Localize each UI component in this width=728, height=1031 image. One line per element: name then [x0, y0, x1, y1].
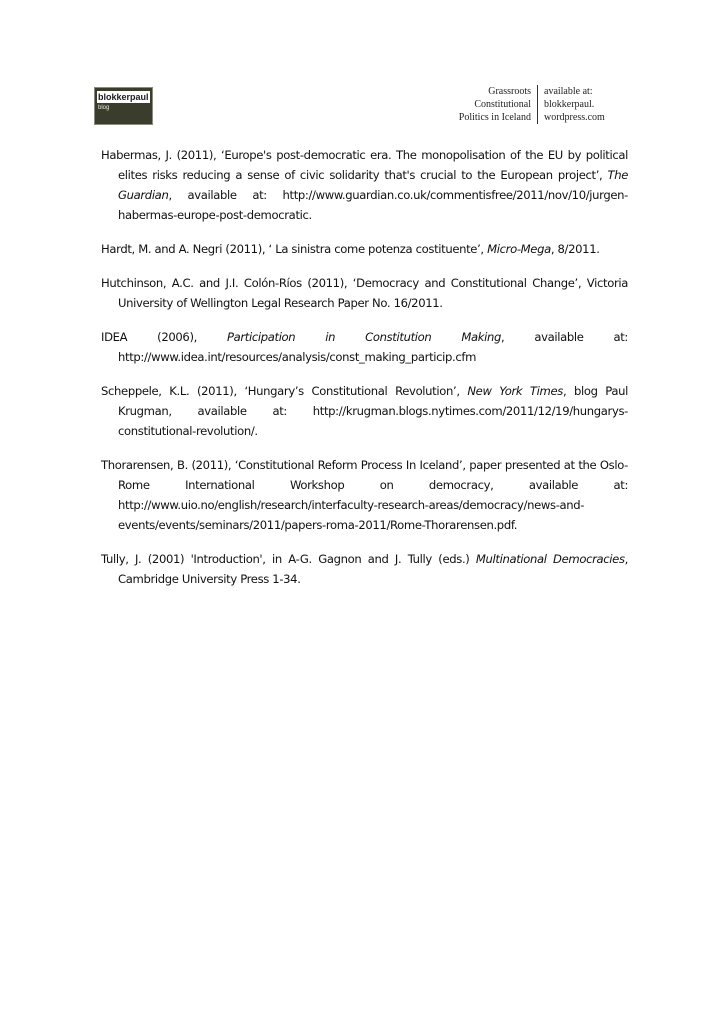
- reference-text: Hardt, M. and A. Negri (2011), ‘ La sinistra come potenza costituente’,: [101, 242, 488, 256]
- reference-italic-title: Micro-Mega: [487, 242, 551, 256]
- reference-italic-title: Participation in Constitution Making: [226, 330, 501, 344]
- header-availability-line: available at:: [544, 86, 593, 97]
- reference-text-after: , blog Paul Krugman, available at: http://krugman.blogs.nytimes.com/2011/12/19/hungarys-constitutional-revolution/.: [118, 384, 628, 438]
- header-availability-line: blokkerpaul.: [544, 99, 595, 110]
- reference-entry: [101, 239, 628, 259]
- logo-subtitle: blog: [98, 105, 110, 111]
- reference-italic-title: The Guardian: [118, 168, 628, 202]
- reference-text-after: , available at: http://www.guardian.co.uk/commentisfree/2011/nov/10/jurgen-habermas-europe-post-democratic.: [118, 188, 628, 222]
- header-title-line: Constitutional: [474, 99, 531, 110]
- reference-entry: [101, 273, 628, 313]
- reference-entry: [101, 381, 628, 441]
- reference-text-after: , 8/2011.: [550, 242, 600, 256]
- blog-logo: [94, 87, 153, 125]
- reference-entry: [101, 327, 628, 367]
- reference-text: Habermas, J. (2011), ‘Europe's post-democratic era. The monopolisation of the EU by political elites risks reducing a sense of civic solidarity that's crucial to the European project’,: [101, 148, 628, 182]
- reference-italic-title: New York Times: [467, 384, 563, 398]
- logo-title: blokkerpaul: [98, 92, 149, 102]
- reference-entry: [101, 549, 628, 589]
- reference-text: IDEA (2006),: [101, 330, 227, 344]
- reference-text: Tully, J. (2001) 'Introduction', in A-G. Gagnon and J. Tully (eds.): [101, 552, 476, 566]
- reference-text: Scheppele, K.L. (2011), ‘Hungary’s Constitutional Revolution’,: [101, 384, 468, 398]
- reference-entry: [101, 455, 628, 535]
- reference-text: Hutchinson, A.C. and J.I. Colón-Ríos (2011), ‘Democracy and Constitutional Change’, Victoria University of Wellington Legal Research Paper No. 16/2011.: [101, 276, 628, 310]
- header-availability-line: wordpress.com: [544, 112, 605, 123]
- reference-entry: [101, 145, 628, 225]
- header-title-line: Grassroots: [488, 86, 531, 97]
- reference-italic-title: Multinational Democracies: [475, 552, 625, 566]
- header-title-line: Politics in Iceland: [458, 112, 531, 123]
- reference-text-after: , Cambridge University Press 1-34.: [118, 552, 628, 586]
- reference-list: [101, 145, 628, 603]
- header-title-block: [441, 85, 538, 124]
- reference-text: Thorarensen, B. (2011), ‘Constitutional Reform Process In Iceland’, paper presented at the Oslo-Rome International Workshop on democracy, available at: http://www.uio.no/english/research/interfaculty-research-areas/democracy/news-and-events/events/seminars/2011/papers-roma-2011/Rome-Thorarensen.pdf.: [101, 458, 628, 532]
- page-header: [441, 85, 616, 124]
- header-availability-block: [538, 85, 616, 124]
- reference-text-after: , available at: http://www.idea.int/resources/analysis/const_making_particip.cfm: [118, 330, 628, 364]
